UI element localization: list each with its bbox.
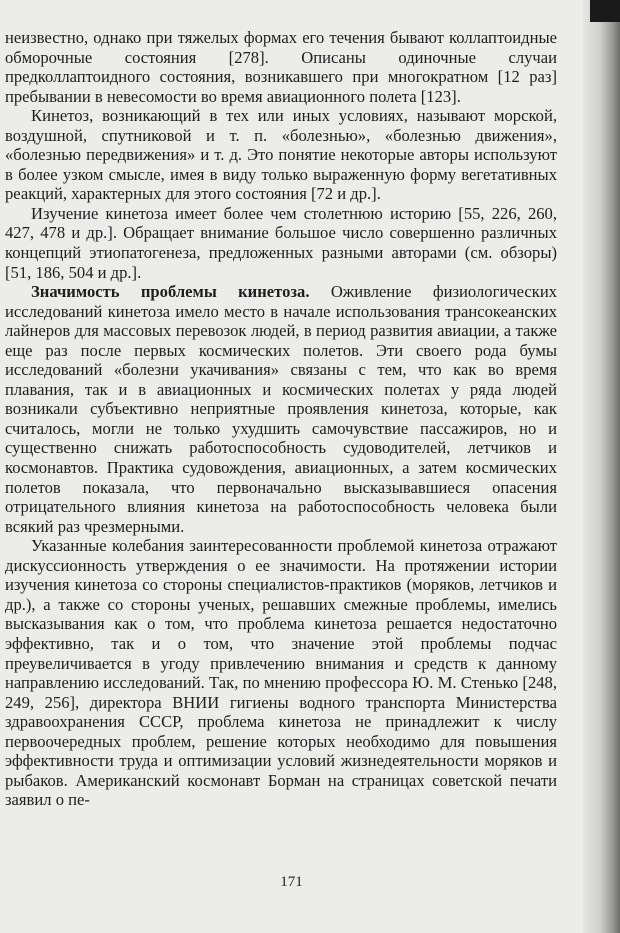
section-text: Оживление физиологических исследований кинетоза имело место в начале использования трансокеанских лайнеров для массовых перевозок людей, в период развития авиации, а также еще раз после первых космических полетов. Эти своего рода бумы исследований «болезни укачивания» связаны с тем, что как во время плавания, так и в авиационных и космических полетах у ряда людей возникали субъективно неприятные проявления кинетоза, которые, как считалось, могли не только ухудшить самочувствие пассажиров, но и существенно снижать работоспособность судоводителей, летчиков и космонавтов. Практика судовождения, авиационных, а затем космических полетов показала, что первоначально высказывавшиеся опасения отрицательного влияния кинетоза на работоспособность человека были всякий раз чрезмерными. bbox=[5, 282, 558, 536]
section-heading: Значимость проблемы кинетоза. bbox=[31, 282, 310, 302]
page-gutter-shadow bbox=[583, 0, 620, 933]
page-number: 171 bbox=[280, 874, 303, 890]
paragraph-2: Кинетоз, возникающий в тех или иных условиях, называют морской, воздушной, спутниковой и т. п. «болезнью», «болезнью движения», «болезнью передвижения» и т. д. Это понятие некоторые авторы используют в более узком смысле, имея в виду только выраженную форму вегетативных реакций, характерных для этого состояния [72 и др.]. bbox=[5, 106, 557, 204]
paragraph-final: Указанные колебания заинтересованности проблемой кинетоза отражают дискуссионность утверждения о ее значимости. На протяжении истории изучения кинетоза со стороны специалистов-практиков (моряков, летчиков и др.), а также со стороны ученых, решавших смежные проблемы, имелись высказывания как о том, что проблема кинетоза решается недостаточно эффективно, так и о том, что значение этой проблемы подчас преувеличивается в угоду привлечению внимания и средств к данному направлению исследований. Так, по мнению профессора Ю. М. Стенько [248, 249, 256], директора ВНИИ гигиены водного транспорта Министерства здравоохранения СССР, проблема кинетоза не принадлежит к числу первоочередных проблем, решение которых необходимо для повышения эффективности труда и оптимизации условий жизнедеятельности моряков и рыбаков. Американский космонавт Борман на страницах советской печати заявил о пе- bbox=[5, 536, 557, 810]
section-paragraph bbox=[5, 282, 557, 536]
paragraph-3: Изучение кинетоза имеет более чем столетнюю историю [55, 226, 260, 427, 478 и др.]. Обращает внимание большое число совершенно различных концепций этиопатогенеза, предложенных разными авторами (см. обзоры) [51, 186, 504 и др.]. bbox=[5, 203, 557, 282]
scan-corner bbox=[590, 0, 620, 22]
paragraph-1: неизвестно, однако при тяжелых формах его течения бывают коллаптоидные обморочные состояния [278]. Описаны одиночные случаи предколлаптоидного состояния, возникавшего при многократном [12 раз] пребывании в невесомости во время авиационного полета [123]. bbox=[5, 28, 557, 106]
body-text bbox=[5, 28, 557, 810]
